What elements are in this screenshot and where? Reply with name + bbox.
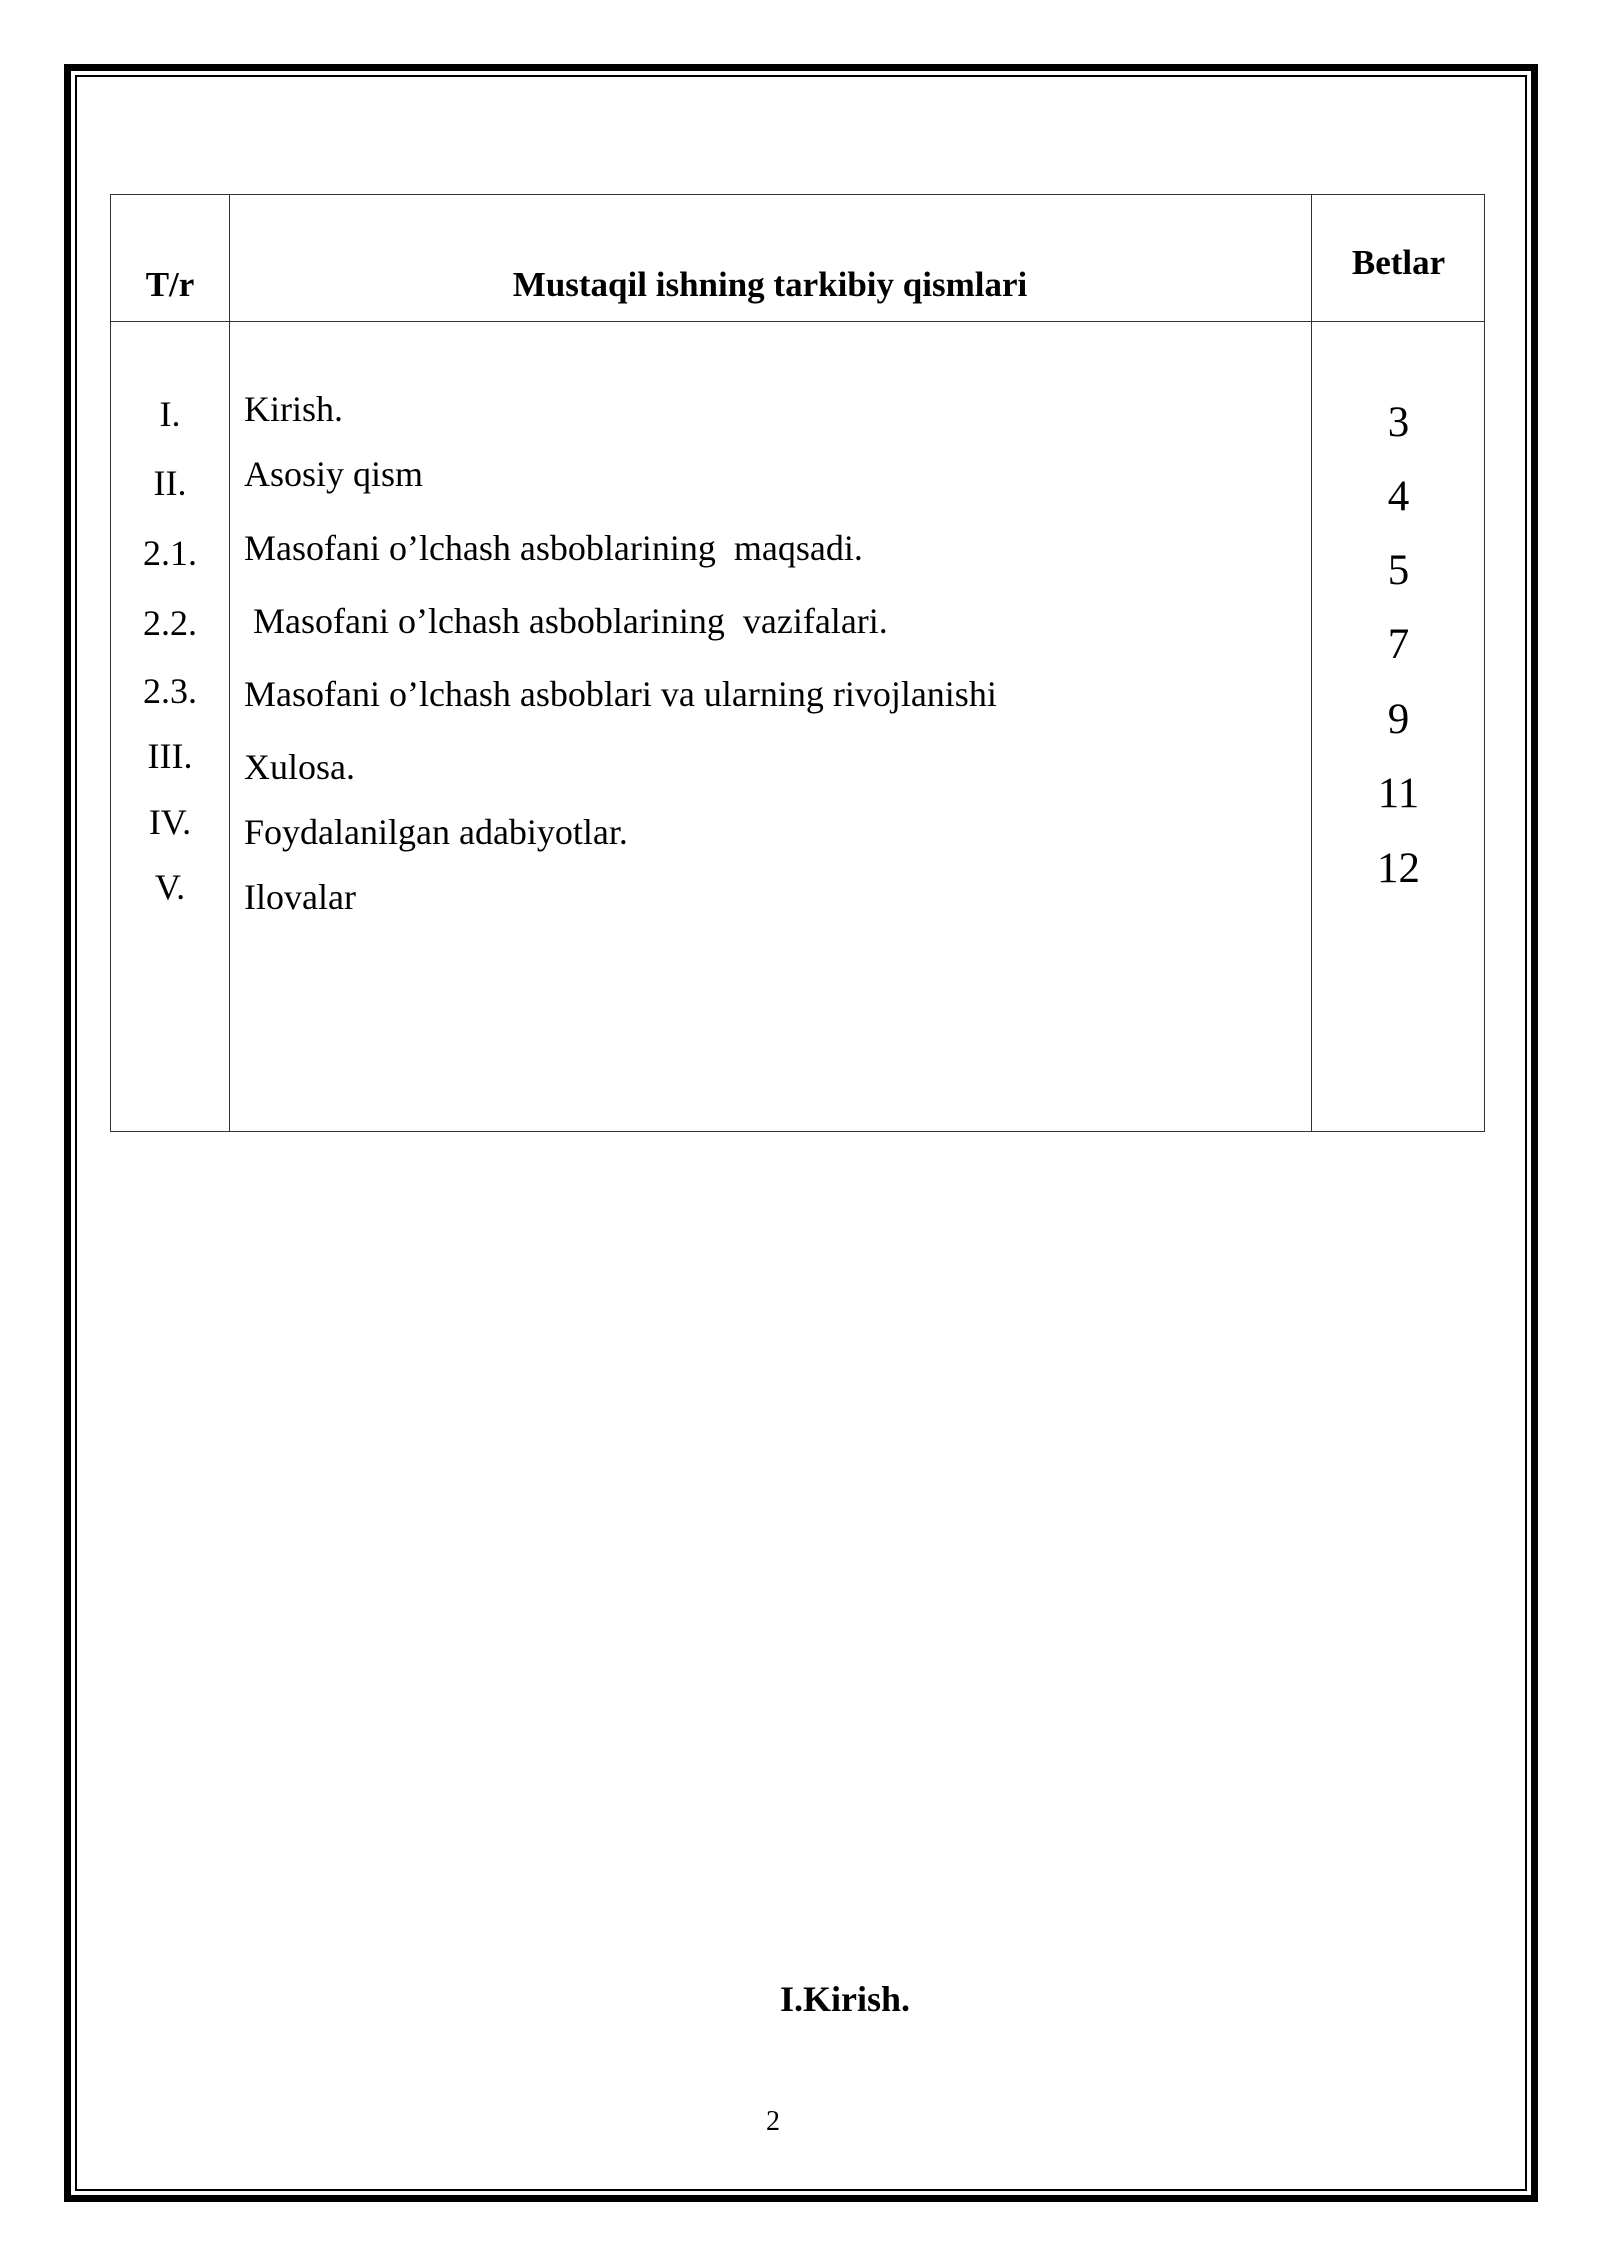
toc-title: Kirish. — [244, 389, 343, 429]
header-pages: Betlar — [1351, 243, 1446, 282]
section-heading: I.Kirish. — [779, 1979, 911, 2019]
toc-title: Masofani o’lchash asboblarining maqsadi. — [244, 528, 863, 568]
toc-page: 9 — [1387, 696, 1410, 743]
toc-number: V. — [154, 867, 186, 907]
toc-page: 12 — [1377, 845, 1420, 892]
toc-number: II. — [153, 463, 187, 503]
toc-page: 11 — [1377, 770, 1420, 817]
toc-page: 3 — [1387, 399, 1410, 446]
toc-page: 5 — [1387, 547, 1410, 594]
toc-page: 7 — [1387, 621, 1410, 668]
toc-page: 4 — [1387, 473, 1410, 520]
toc-title: Asosiy qism — [244, 454, 424, 494]
toc-title: Masofani o’lchash asboblari va ularning rivojlanishi — [244, 674, 997, 714]
toc-number: III. — [147, 736, 193, 776]
toc-number: 2.3. — [143, 671, 197, 711]
toc-title: Foydalanilgan adabiyotlar. — [244, 812, 628, 852]
toc-title: Masofani o’lchash asboblarining vazifalari. — [244, 601, 888, 641]
header-number: T/r — [145, 265, 195, 304]
toc-number: 2.1. — [143, 533, 197, 573]
column-divider — [229, 195, 230, 1131]
toc-title: Xulosa. — [244, 747, 355, 787]
header-divider — [111, 321, 1484, 322]
toc-title: Ilovalar — [244, 877, 356, 917]
toc-number: I. — [159, 394, 181, 434]
header-title: Mustaqil ishning tarkibiy qismlari — [512, 265, 1028, 304]
toc-number: 2.2. — [143, 603, 197, 643]
table-of-contents — [110, 194, 1485, 1132]
toc-number: IV. — [148, 802, 192, 842]
page-number: 2 — [766, 2106, 780, 2137]
